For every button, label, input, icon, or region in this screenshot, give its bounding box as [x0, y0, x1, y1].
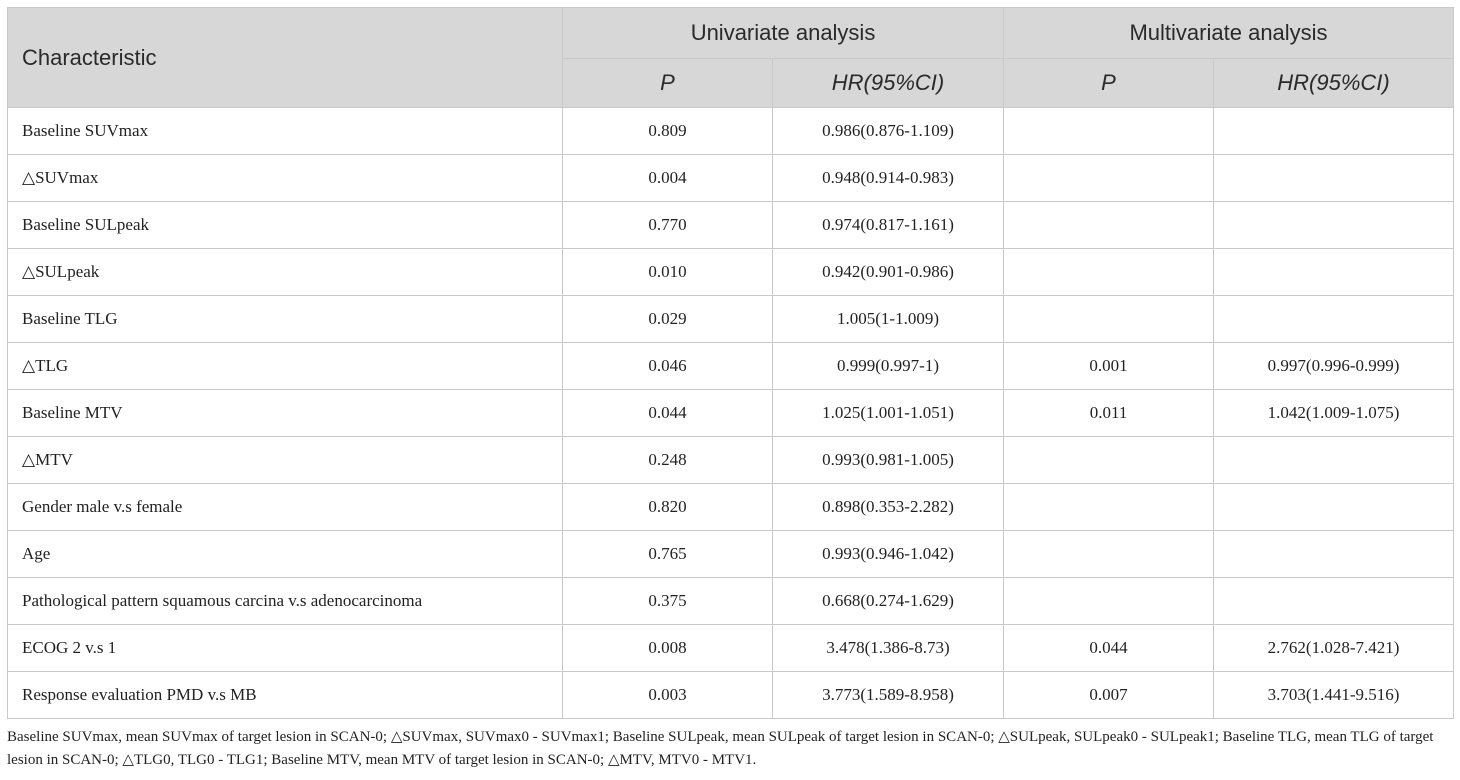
- characteristic-cell: Baseline SULpeak: [8, 202, 563, 249]
- regression-table: [7, 7, 1454, 719]
- table-row: [8, 672, 1454, 719]
- univariate-p-cell: 0.770: [563, 202, 773, 249]
- characteristic-header: Characteristic: [8, 8, 563, 108]
- multivariate-hr-cell: 2.762(1.028-7.421): [1214, 625, 1454, 672]
- table-row: [8, 343, 1454, 390]
- univariate-p-cell: 0.003: [563, 672, 773, 719]
- characteristic-cell: Pathological pattern squamous carcina v.s adenocarcinoma: [8, 578, 563, 625]
- table-row: [8, 578, 1454, 625]
- univariate-p-cell: 0.004: [563, 155, 773, 202]
- multivariate-hr-cell: 1.042(1.009-1.075): [1214, 390, 1454, 437]
- multivariate-p-cell: 0.011: [1004, 390, 1214, 437]
- univariate-p-cell: 0.008: [563, 625, 773, 672]
- univariate-p-cell: 0.046: [563, 343, 773, 390]
- univariate-hr-cell: 0.986(0.876-1.109): [773, 108, 1004, 155]
- characteristic-cell: △MTV: [8, 437, 563, 484]
- characteristic-cell: Response evaluation PMD v.s MB: [8, 672, 563, 719]
- table-row: [8, 437, 1454, 484]
- multivariate-hr-header: HR(95%CI): [1214, 59, 1454, 108]
- characteristic-cell: △SULpeak: [8, 249, 563, 296]
- characteristic-cell: Age: [8, 531, 563, 578]
- multivariate-p-cell: [1004, 155, 1214, 202]
- univariate-hr-cell: 0.948(0.914-0.983): [773, 155, 1004, 202]
- univariate-p-cell: 0.765: [563, 531, 773, 578]
- univariate-hr-cell: 0.668(0.274-1.629): [773, 578, 1004, 625]
- multivariate-p-cell: 0.007: [1004, 672, 1214, 719]
- table-row: [8, 390, 1454, 437]
- multivariate-p-cell: [1004, 531, 1214, 578]
- univariate-hr-cell: 3.773(1.589-8.958): [773, 672, 1004, 719]
- characteristic-cell: ECOG 2 v.s 1: [8, 625, 563, 672]
- univariate-hr-cell: 0.898(0.353-2.282): [773, 484, 1004, 531]
- table-header: [8, 8, 1454, 108]
- multivariate-p-cell: [1004, 202, 1214, 249]
- multivariate-hr-cell: 3.703(1.441-9.516): [1214, 672, 1454, 719]
- multivariate-p-cell: [1004, 249, 1214, 296]
- univariate-hr-cell: 0.993(0.981-1.005): [773, 437, 1004, 484]
- univariate-hr-cell: 0.974(0.817-1.161): [773, 202, 1004, 249]
- multivariate-hr-cell: [1214, 437, 1454, 484]
- univariate-p-cell: 0.375: [563, 578, 773, 625]
- characteristic-cell: Gender male v.s female: [8, 484, 563, 531]
- univariate-hr-cell: 1.005(1-1.009): [773, 296, 1004, 343]
- multivariate-p-cell: [1004, 108, 1214, 155]
- multivariate-p-cell: [1004, 296, 1214, 343]
- univariate-p-cell: 0.010: [563, 249, 773, 296]
- table-row: [8, 484, 1454, 531]
- univariate-hr-header: HR(95%CI): [773, 59, 1004, 108]
- multivariate-hr-cell: [1214, 296, 1454, 343]
- univariate-p-cell: 0.809: [563, 108, 773, 155]
- table-row: [8, 296, 1454, 343]
- characteristic-cell: △SUVmax: [8, 155, 563, 202]
- multivariate-hr-cell: [1214, 108, 1454, 155]
- multivariate-hr-cell: [1214, 531, 1454, 578]
- table-row: [8, 108, 1454, 155]
- characteristic-cell: △TLG: [8, 343, 563, 390]
- univariate-p-cell: 0.044: [563, 390, 773, 437]
- multivariate-p-cell: [1004, 437, 1214, 484]
- table-row: [8, 625, 1454, 672]
- characteristic-cell: Baseline SUVmax: [8, 108, 563, 155]
- univariate-hr-cell: 0.993(0.946-1.042): [773, 531, 1004, 578]
- univariate-header: Univariate analysis: [563, 8, 1004, 59]
- univariate-p-cell: 0.820: [563, 484, 773, 531]
- table-row: [8, 155, 1454, 202]
- multivariate-p-cell: [1004, 578, 1214, 625]
- table-row: [8, 249, 1454, 296]
- multivariate-p-cell: 0.044: [1004, 625, 1214, 672]
- header-row-groups: [8, 8, 1454, 59]
- univariate-p-header: P: [563, 59, 773, 108]
- characteristic-cell: Baseline TLG: [8, 296, 563, 343]
- table-row: [8, 531, 1454, 578]
- multivariate-header: Multivariate analysis: [1004, 8, 1454, 59]
- multivariate-hr-cell: [1214, 202, 1454, 249]
- multivariate-hr-cell: [1214, 578, 1454, 625]
- univariate-hr-cell: 1.025(1.001-1.051): [773, 390, 1004, 437]
- multivariate-p-cell: [1004, 484, 1214, 531]
- multivariate-hr-cell: [1214, 484, 1454, 531]
- characteristic-cell: Baseline MTV: [8, 390, 563, 437]
- multivariate-p-cell: 0.001: [1004, 343, 1214, 390]
- table-body: [8, 108, 1454, 719]
- multivariate-p-header: P: [1004, 59, 1214, 108]
- univariate-p-cell: 0.029: [563, 296, 773, 343]
- table-row: [8, 202, 1454, 249]
- univariate-hr-cell: 0.942(0.901-0.986): [773, 249, 1004, 296]
- univariate-hr-cell: 0.999(0.997-1): [773, 343, 1004, 390]
- univariate-p-cell: 0.248: [563, 437, 773, 484]
- univariate-hr-cell: 3.478(1.386-8.73): [773, 625, 1004, 672]
- multivariate-hr-cell: 0.997(0.996-0.999): [1214, 343, 1454, 390]
- multivariate-hr-cell: [1214, 155, 1454, 202]
- table-footnote: Baseline SUVmax, mean SUVmax of target lesion in SCAN-0; △SUVmax, SUVmax0 - SUVmax1; Baseline SULpeak, mean SULpeak of target lesion in SCAN-0; △SULpeak, SULpeak0 - SULpeak1; Baseline TLG, mean TLG of target lesion in SCAN-0; △TLG0, TLG0 - TLG1; Baseline MTV, mean MTV of target lesion in SCAN-0; △MTV, MTV0 - MTV1.: [7, 729, 1434, 768]
- multivariate-hr-cell: [1214, 249, 1454, 296]
